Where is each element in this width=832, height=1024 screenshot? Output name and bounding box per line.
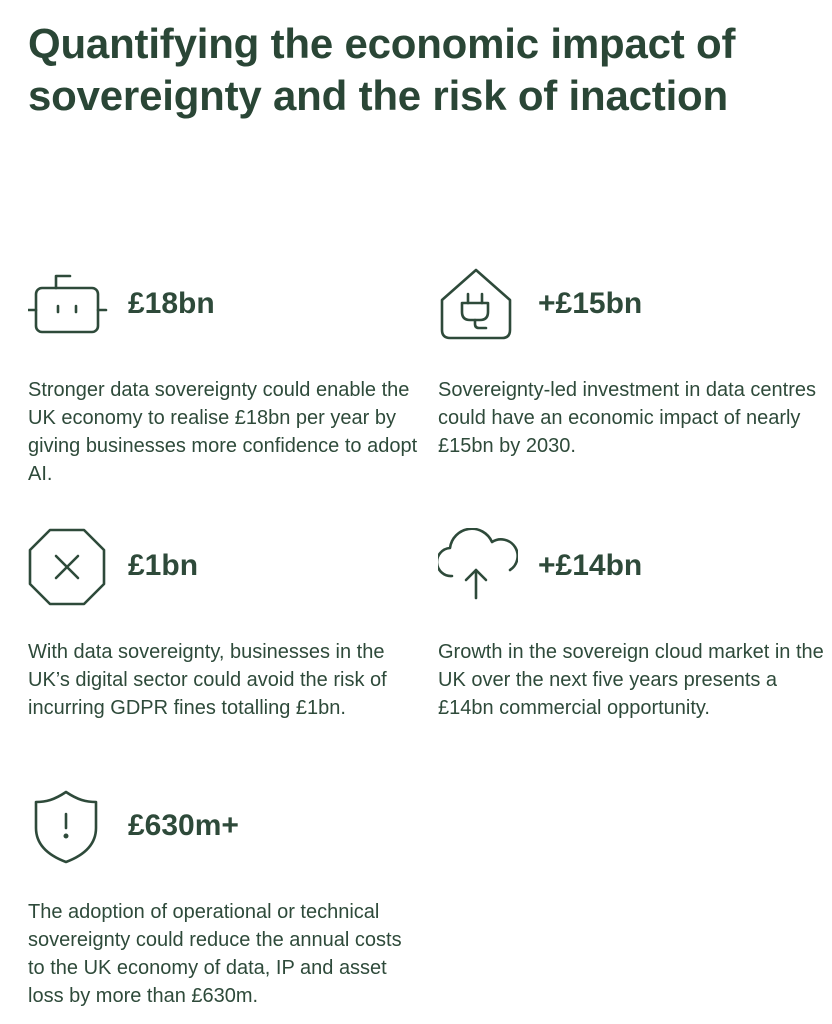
stat-value: +£15bn xyxy=(538,287,643,320)
cloud-upload-icon xyxy=(438,528,518,608)
stat-header xyxy=(28,788,418,868)
stat-description: Stronger data sovereignty could enable the UK economy to realise £18bn per year by giving businesses more confidence to adopt AI. xyxy=(28,379,418,485)
octagon-x-icon xyxy=(28,528,108,608)
stat-header xyxy=(438,528,828,608)
stat-value: £18bn xyxy=(128,287,215,320)
stat-value: £630m+ xyxy=(128,809,239,842)
page-title: Quantifying the economic impact of sovereignty and the risk of inaction xyxy=(28,20,736,119)
stat-card-sovereign-cloud xyxy=(438,528,828,719)
stat-description: With data sovereignty, businesses in the UK’s digital sector could avoid the risk of incurring GDPR fines totalling £1bn. xyxy=(28,641,387,719)
shield-alert-icon xyxy=(28,788,108,868)
stat-card-gdpr-fines xyxy=(28,528,418,719)
stat-description: Growth in the sovereign cloud market in the UK over the next five years presents a £14bn commercial opportunity. xyxy=(438,641,824,719)
robot-icon xyxy=(28,266,108,346)
stat-description: Sovereignty-led investment in data centres could have an economic impact of nearly £15bn by 2030. xyxy=(438,379,816,457)
stat-header xyxy=(28,266,418,346)
stat-value: +£14bn xyxy=(538,549,643,582)
stat-card-data-centres xyxy=(438,266,828,457)
stat-header xyxy=(438,266,828,346)
house-plug-icon xyxy=(438,266,518,346)
stat-value: £1bn xyxy=(128,549,199,582)
stat-header xyxy=(28,528,418,608)
stat-description: The adoption of operational or technical sovereignty could reduce the annual costs to the UK economy of data, IP and asset loss by more than £630m. xyxy=(28,901,402,1007)
stat-card-asset-loss xyxy=(28,788,418,1007)
stat-card-ai-adoption xyxy=(28,266,418,485)
